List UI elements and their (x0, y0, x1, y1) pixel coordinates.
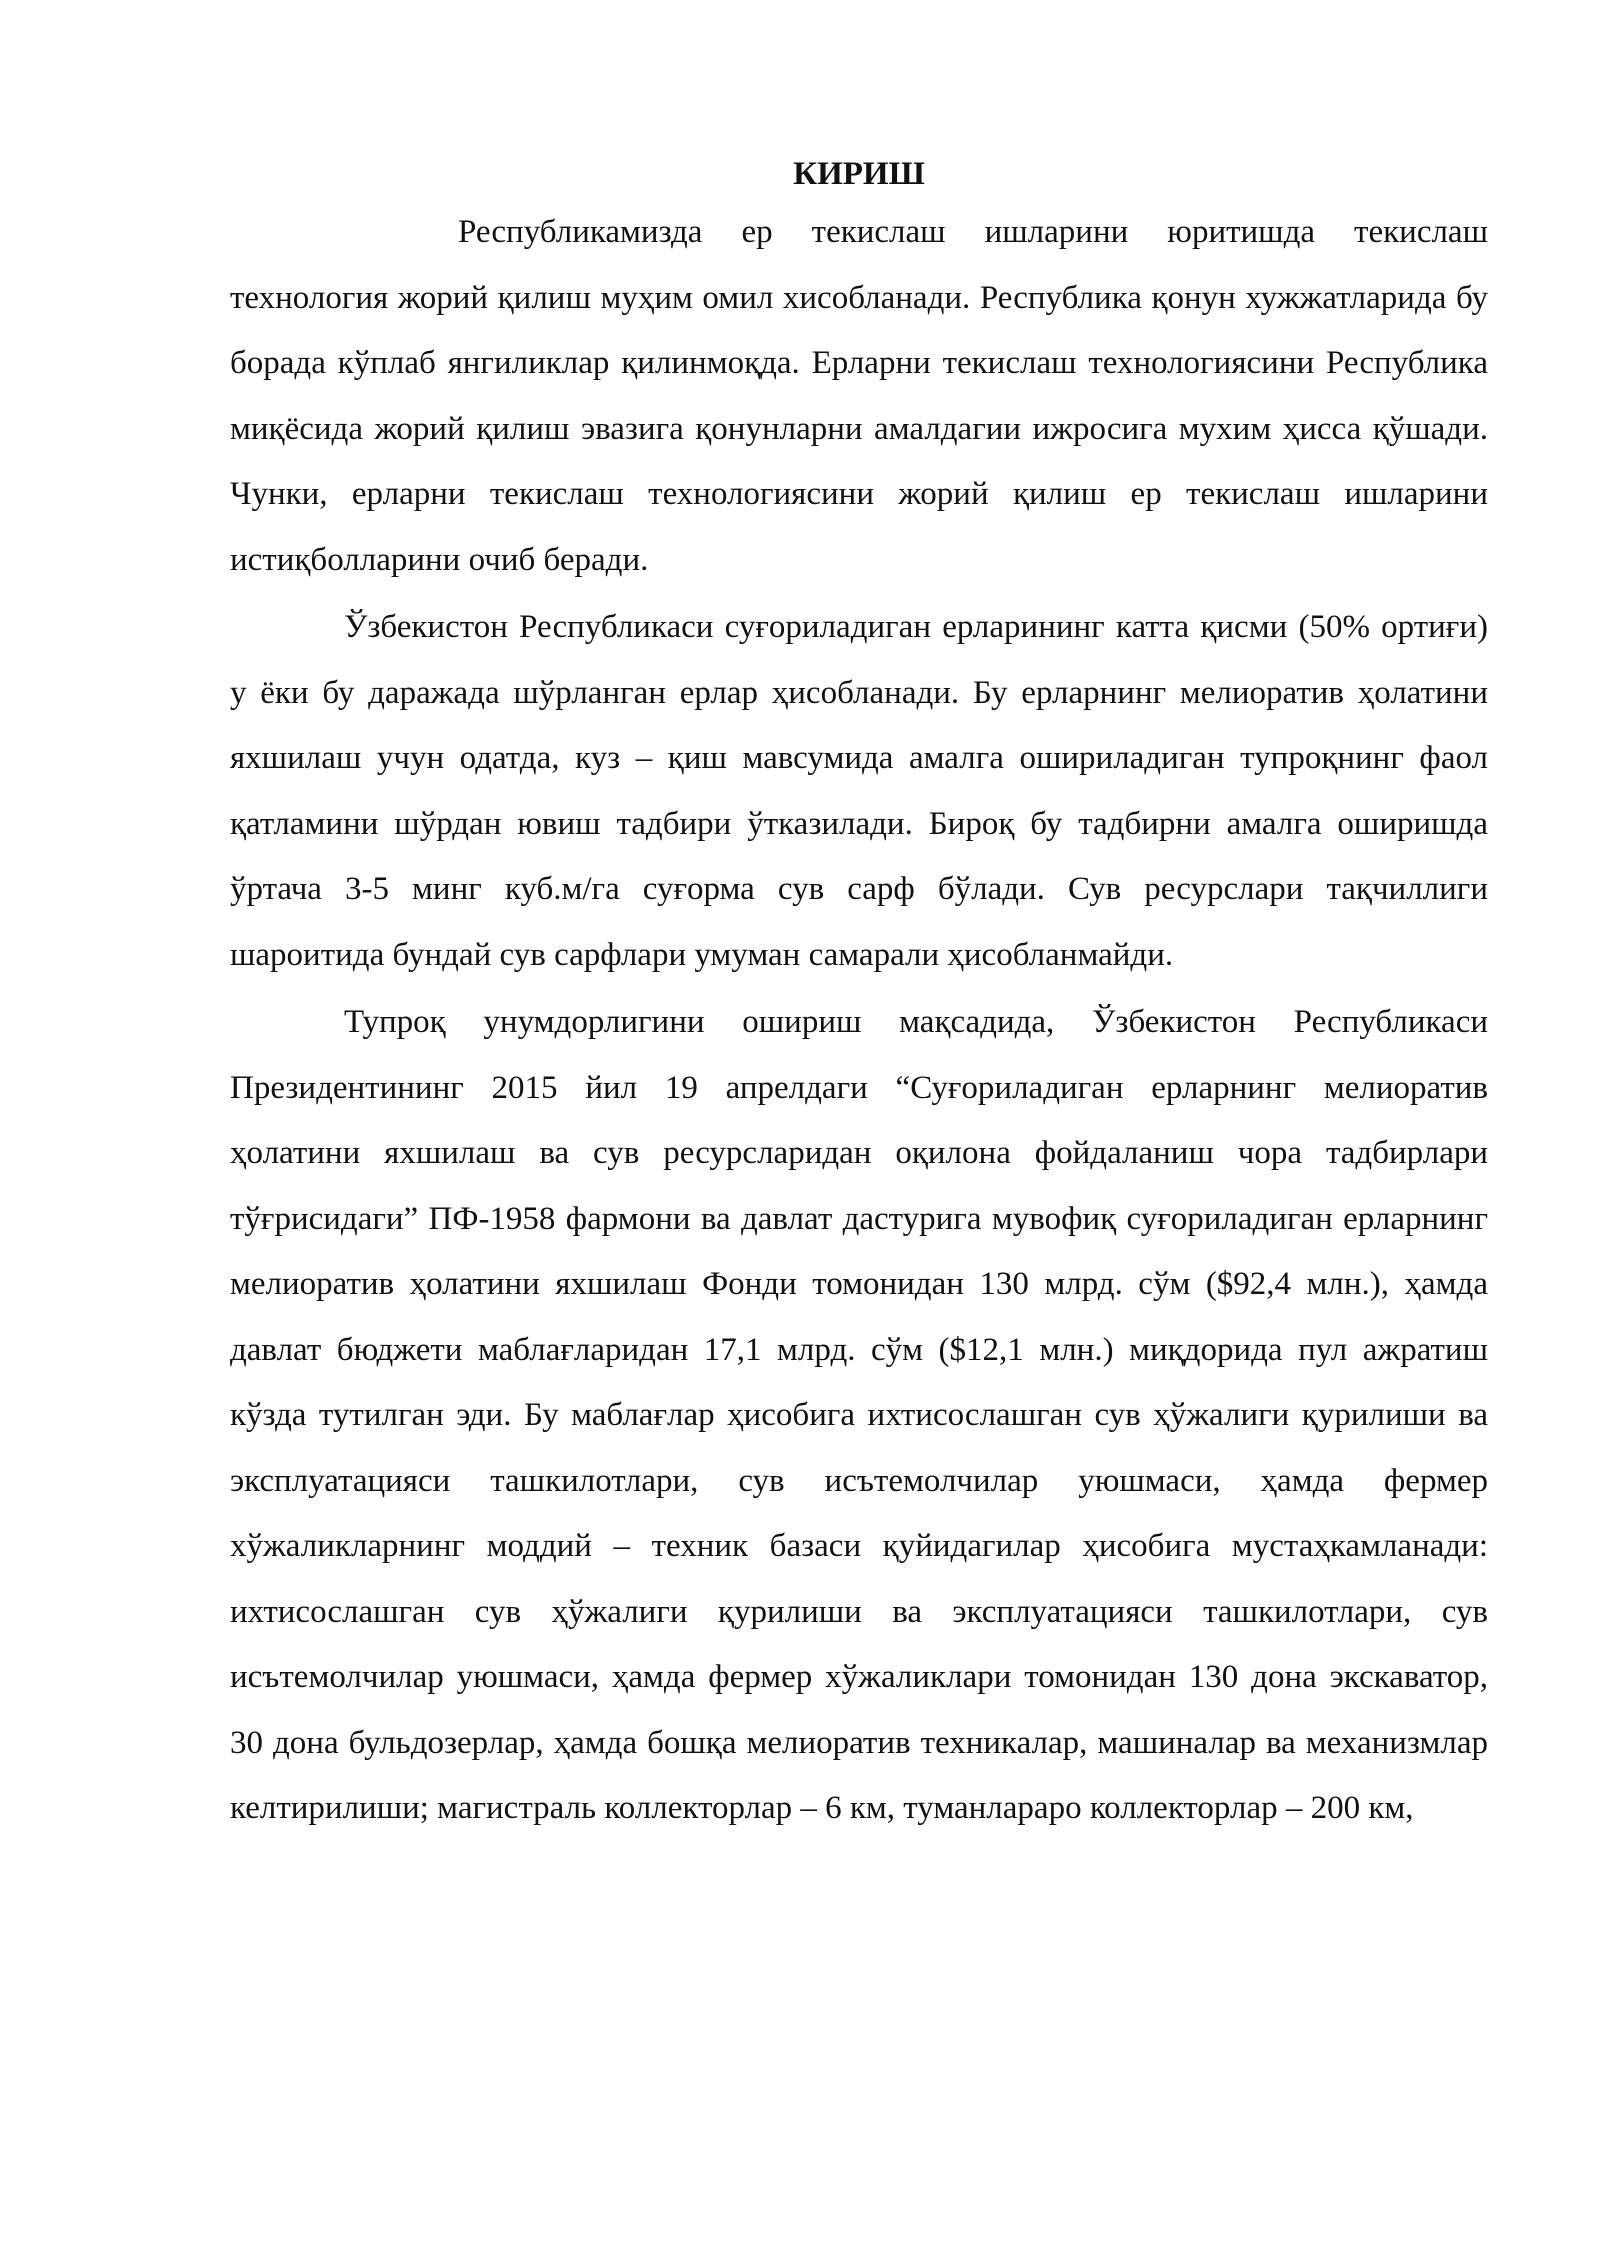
document-title: КИРИШ (793, 156, 925, 192)
paragraph-intro: Республикамизда ер текислаш ишларини юритишда текислаш технология жорий қилиш муҳим омил хисобланади. Республика қонун хужжатларида бу борада кўплаб янгиликлар қилинмоқда. Ерларни текислаш технологиясини Республика миқёсида жорий қилиш эвазига қонунларни амалдагии ижросига мухим ҳисса қўшади. Чунки, ерларни текислаш технологиясини жорий қилиш ер текислаш ишларини истиқболларини очиб беради. (230, 214, 1488, 578)
paragraph-saline-lands: Ўзбекистон Республикаси суғориладиган ерларининг катта қисми (50% ортиғи) у ёки бу даражада шўрланган ерлар ҳисобланади. Бу ерларнинг мелиоратив ҳолатини яхшилаш учун одатда, куз – қиш мавсумида амалга ошириладиган тупроқнинг фаол қатламини шўрдан ювиш тадбири ўтказилади. Бироқ бу тадбирни амалга оширишда ўртача 3-5 минг куб.м/га суғорма сув сарф бўлади. Сув ресурслари тақчиллиги шароитида бундай сув сарфлари умуман самарали ҳисобланмайди. (230, 609, 1488, 973)
paragraph-soil-fertility: Тупроқ унумдорлигини ошириш мақсадида, Ўзбекистон Республикаси Президентининг 2015 йил 19 апрелдаги “Суғориладиган ерларнинг мелиоратив ҳолатини яхшилаш ва сув ресурсларидан оқилона фойдаланиш чора тадбирлари тўғрисидаги” ПФ-1958 фармони ва давлат дастурига мувофиқ суғориладиган ерларнинг мелиоратив ҳолатини яхшилаш Фонди томонидан 130 млрд. сўм ($92,4 млн.), ҳамда давлат бюджети маблағларидан 17,1 млрд. сўм ($12,1 млн.) миқдорида пул ажратиш кўзда тутилган эди. Бу маблағлар ҳисобига ихтисослашган сув ҳўжалиги қурилиши ва эксплуатацияси ташкилотлари, сув исътемолчилар уюшмаси, ҳамда фермер хўжаликларнинг моддий – техник базаси қуйидагилар ҳисобига мустаҳкамланади: ихтисослашган сув ҳўжалиги қурилиши ва эксплуатацияси ташкилотлари, сув исътемолчилар уюшмаси, ҳамда фермер хўжаликлари томонидан 130 дона экскаватор, 30 дона бульдозерлар, ҳамда бошқа мелиоратив техникалар, машиналар ва механизмлар келтирилиши; магистраль коллекторлар – 6 км, туманлараро коллекторлар – 200 км, (230, 1004, 1488, 1826)
document-page (230, 150, 1488, 1842)
